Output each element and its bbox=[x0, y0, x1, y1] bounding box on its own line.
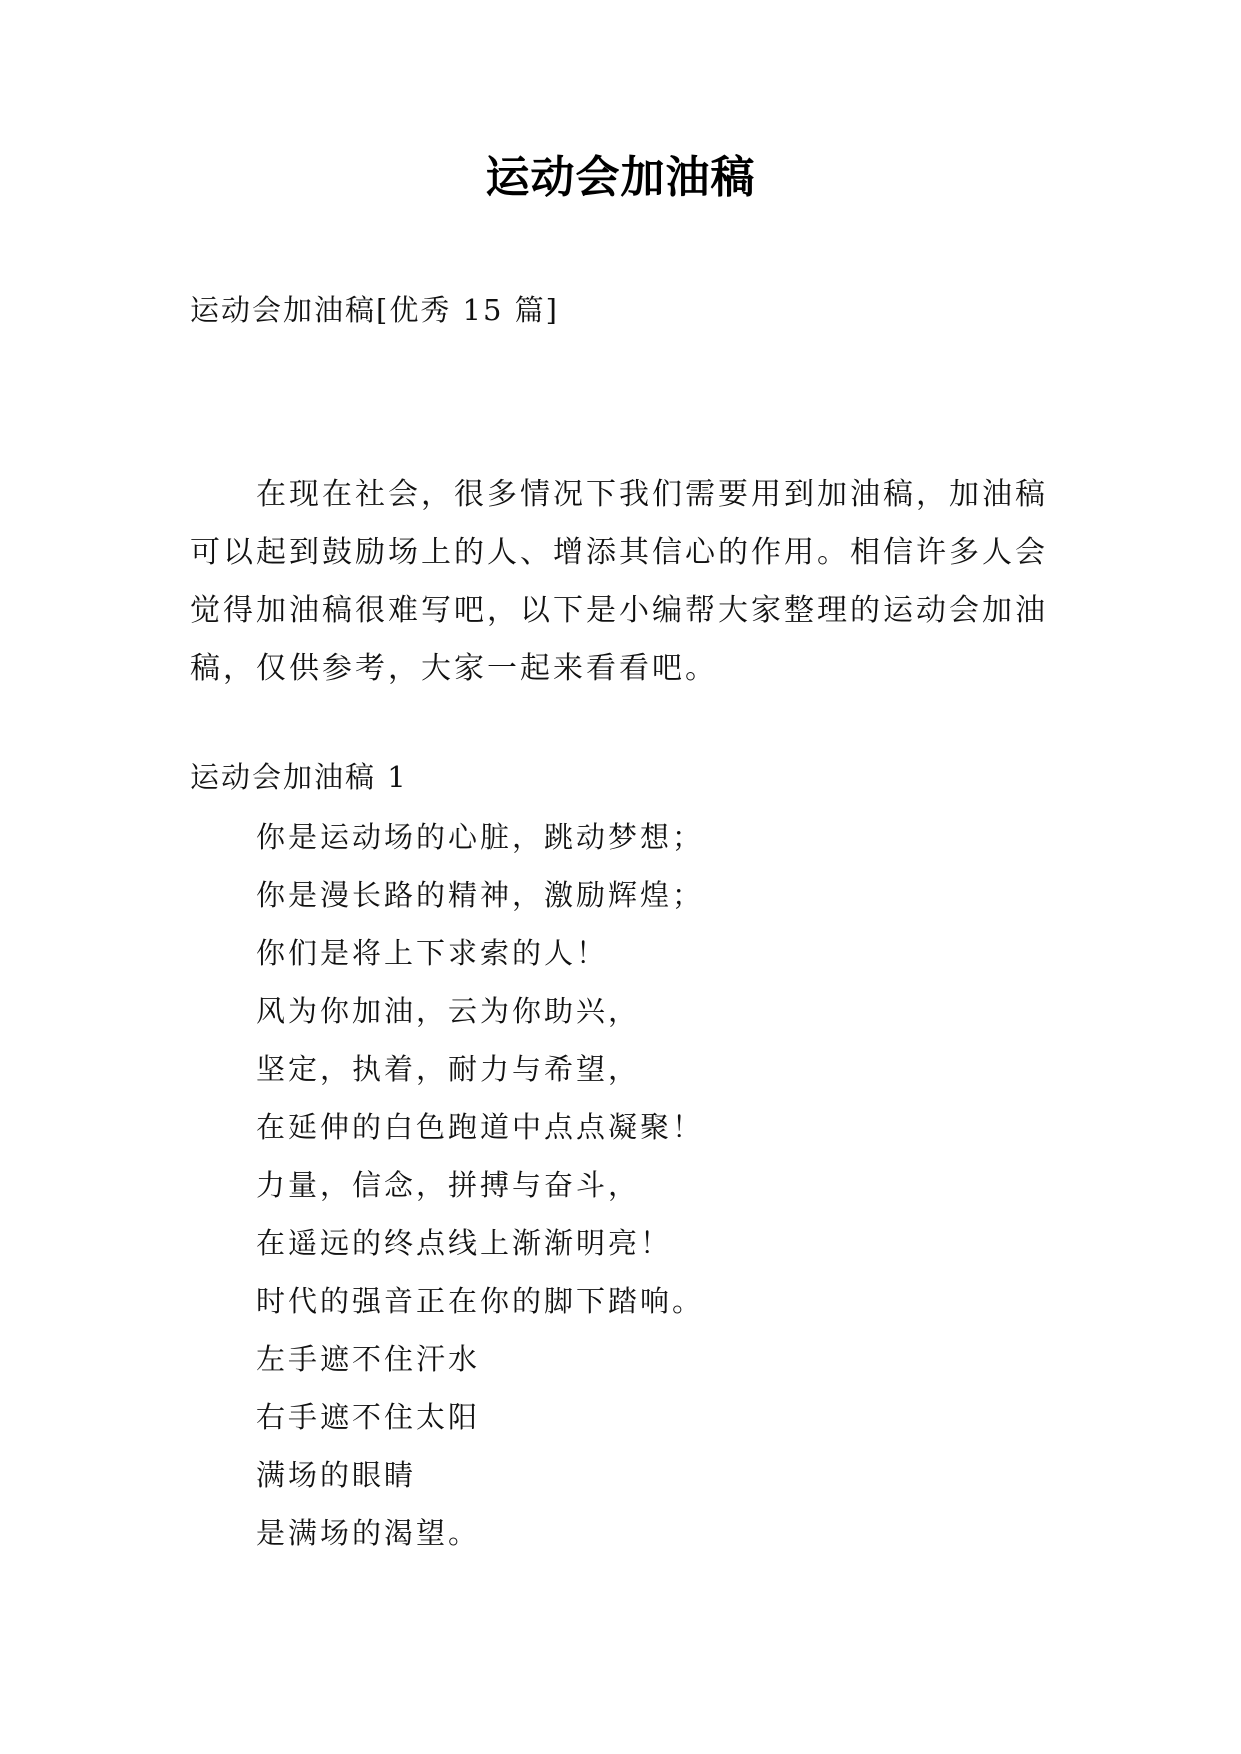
intro-line: 稿，仅供参考，大家一起来看看吧。 bbox=[190, 651, 718, 686]
poem-line: 你是漫长路的精神，激励辉煌； bbox=[256, 878, 705, 912]
poem-line: 在遥远的终点线上渐渐明亮！ bbox=[256, 1226, 673, 1260]
poem-line: 右手遮不住太阳 bbox=[256, 1400, 481, 1434]
document-title: 运动会加油稿 bbox=[485, 152, 756, 203]
poem-line: 满场的眼睛 bbox=[256, 1458, 417, 1492]
section-heading: 运动会加油稿 1 bbox=[190, 760, 408, 794]
poem-line: 是满场的渴望。 bbox=[256, 1516, 481, 1550]
poem-line: 你们是将上下求索的人！ bbox=[256, 936, 609, 970]
poem-line: 力量，信念，拼搏与奋斗， bbox=[256, 1168, 641, 1202]
intro-line: 觉得加油稿很难写吧，以下是小编帮大家整理的运动会加油 bbox=[190, 593, 1048, 628]
poem-line: 左手遮不住汗水 bbox=[256, 1342, 481, 1376]
poem-line: 你是运动场的心脏，跳动梦想； bbox=[256, 820, 705, 854]
poem-line: 在延伸的白色跑道中点点凝聚！ bbox=[256, 1110, 705, 1144]
poem-line: 坚定，执着，耐力与希望， bbox=[256, 1052, 641, 1086]
document-subtitle: 运动会加油稿[优秀 15 篇] bbox=[190, 293, 559, 327]
intro-line: 在现在社会，很多情况下我们需要用到加油稿，加油稿 bbox=[256, 477, 1048, 512]
poem-line: 时代的强音正在你的脚下踏响。 bbox=[256, 1284, 705, 1318]
intro-paragraph bbox=[190, 466, 1050, 698]
poem-line: 风为你加油，云为你助兴， bbox=[256, 994, 641, 1028]
poem-lines bbox=[256, 808, 704, 1562]
intro-line: 可以起到鼓励场上的人、增添其信心的作用。相信许多人会 bbox=[190, 535, 1048, 570]
